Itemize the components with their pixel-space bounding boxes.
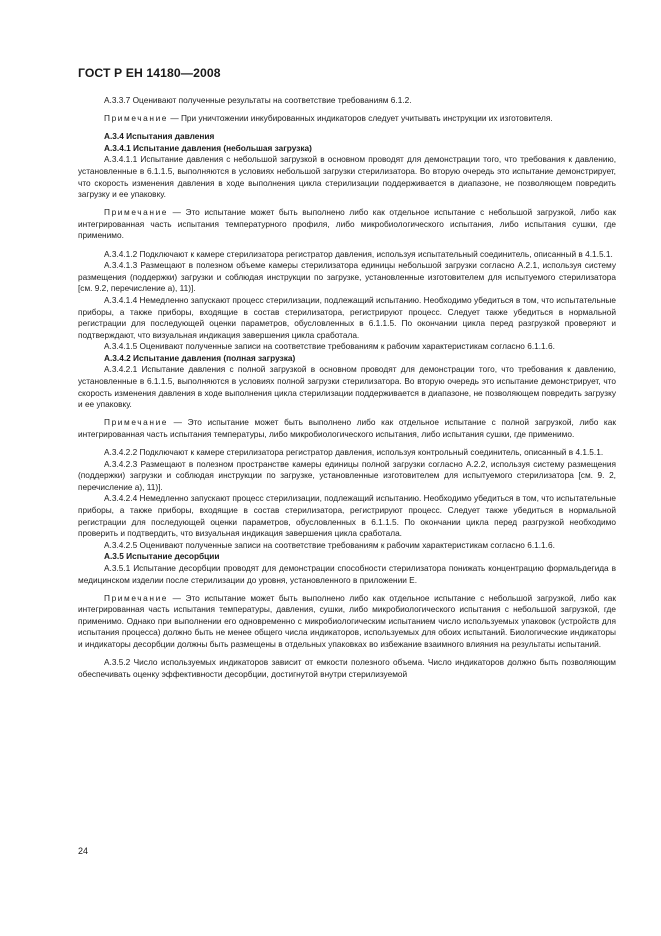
note-text: — Это испытание может быть выполнено либо как отдельное испытание с небольшой загрузкой, либо как интегрированная часть испытания температурного профиля, либо микробиологического испытания, либо испытания сушки, где применимо. [78, 207, 616, 241]
body-paragraph: А.3.5.1 Испытание десорбции проводят для демонстрации способности стерилизатора понижать концентрацию формальдегида в медицинском изделии после стерилизации до уровня, установленного в приложении Е. [78, 562, 616, 585]
note-text: — Это испытание может быть выполнено либо как отдельное испытание с небольшой загрузкой, либо как интегрированная часть испытания температуры, давления, сушки, либо микробиологического испытания с небольшой загрузкой, где применимо. Однако при выполнении его одновременно с микробиологическим испытанием число используемых упаковок (устройств для испытания процесса) должно быть не менее общего числа индикаторов, используемых для обоих испытаний. Биологические индикаторы и индикаторы десорбции должны быть размещены в отдельных упаковках во избежание взаимного влияния на результаты испытаний. [78, 592, 616, 650]
body-paragraph: А.3.4.1.1 Испытание давления с небольшой загрузкой в основном проводят для демонстрации того, что требования к давлению, установленные в 6.1.1.5, выполняются в условиях небольшой загрузки стерилизатора. Во вторую очередь это испытание демонстрирует, что скорость изменения давления в ходе выполнения цикла стерилизации поддерживается в диапазоне, не позволяющем повредить загрузку и ее упаковку. [78, 154, 616, 200]
body-paragraph: А.3.4.2.2 Подключают к камере стерилизатора регистратор давления, используя контрольный соединитель, описанный в 4.1.5.1. [104, 447, 604, 458]
body-paragraph: А.3.4.1.4 Немедленно запускают процесс стерилизации, подлежащий испытанию. Необходимо убедиться в том, что испытательные приборы, а также приборы, входящие в состав стерилизатора, регистрируют процесс. Следует также убедиться в нормальной регистрации для последующей оценки параметров, обусловленных в 6.1.1.5. По окончании цикла перед разгрузкой проверяют и подтверждают, что визуальная индикация завершения цикла сработала. [78, 294, 616, 340]
body-paragraph: А.3.4.2.5 Оценивают полученные записи на соответствие требованиям к рабочим характеристикам согласно 6.1.1.6. [104, 539, 555, 550]
note-label: Примечание [104, 113, 169, 124]
body-paragraph: А.3.4.1.3 Размещают в полезном объеме камеры стерилизатора единицы небольшой загрузки согласно А.2.1, используя систему размещения (поддержки) загрузки и соблюдая инструкции по загрузке, установленные изготовителем для испытуемого стерилизатора [см. 9.2, перечисление а), 11)]. [78, 260, 616, 294]
page-number: 24 [78, 846, 89, 856]
body-paragraph: А.3.4.2.3 Размещают в полезном пространстве камеры единицы полной загрузки согласно А.2.2, используя систему размещения (поддержки) загрузки и соблюдая инструкции по загрузке, установленные изготовителем для испытуемого стерилизатора [см. 9. 2, перечисление а), 11)]. [78, 458, 616, 492]
section-heading: А.3.4.1 Испытание давления (небольшая загрузка) [104, 142, 312, 153]
body-paragraph: А.3.4.2.1 Испытание давления с полной загрузкой в основном проводят для демонстрации того, что требования к давлению, установленные в 6.1.1.5, выполняются в условиях полной загрузки стерилизатора. Во вторую очередь это испытание демонстрирует, что скорость изменения давления в ходе выполнения цикла стерилизации поддерживается в диапазоне, не позволяющем повредить загрузку и ее упаковку. [78, 364, 616, 410]
note-paragraph [78, 417, 616, 440]
note-paragraph [78, 593, 616, 651]
note-paragraph [78, 207, 616, 242]
note-text: — Это испытание может быть выполнено либо как отдельное испытание с полной загрузкой, либо как интегрированная часть испытания температуры, либо микробиологического испытания, либо испытания сушки, где применимо. [78, 417, 616, 439]
body-paragraph: А.3.5.2 Число используемых индикаторов зависит от емкости полезного объема. Число индикаторов должно быть позволяющим обеспечивать оценку эффективности десорбции, достигнутой внутри стерилизуемой [78, 657, 616, 679]
body-paragraph: А.3.4.1.5 Оценивают полученные записи на соответствие требованиям к рабочим характеристикам согласно 6.1.1.6. [104, 341, 555, 352]
page-header: ГОСТ Р ЕН 14180—2008 [78, 66, 221, 80]
body-paragraph: А.3.3.7 Оценивают полученные результаты на соответствие требованиям 6.1.2. [104, 95, 412, 105]
note-text: — При уничтожении инкубированных индикаторов следует учитывать инструкции их изготовителя. [168, 113, 553, 124]
body-paragraph: А.3.4.2.4 Немедленно запускают процесс стерилизации, подлежащий испытанию. Необходимо убедиться в том, что испытательные приборы, а также приборы, входящие в состав стерилизатора, регистрируют процесс. Следует также убедиться в нормальной регистрации для последующей оценки параметров, обусловленных в 6.1.1.5. По окончании цикла перед разгрузкой необходимо проверить и подтвердить, что визуальная индикация завершения цикла сработала. [78, 493, 616, 539]
note-label: Примечание [104, 417, 169, 428]
note-label: Примечание [104, 592, 169, 603]
note-label: Примечание [104, 207, 169, 218]
section-heading: А.3.5 Испытание десорбции [104, 551, 220, 562]
body-paragraph: А.3.4.1.2 Подключают к камере стерилизатора регистратор давления, используя испытательный соединитель, описанный в 4.1.5.1. [104, 248, 613, 259]
document-body [78, 95, 616, 680]
section-heading: А.3.4 Испытания давления [104, 131, 215, 142]
note-paragraph [78, 113, 616, 125]
section-heading: А.3.4.2 Испытание давления (полная загрузка) [104, 352, 296, 363]
